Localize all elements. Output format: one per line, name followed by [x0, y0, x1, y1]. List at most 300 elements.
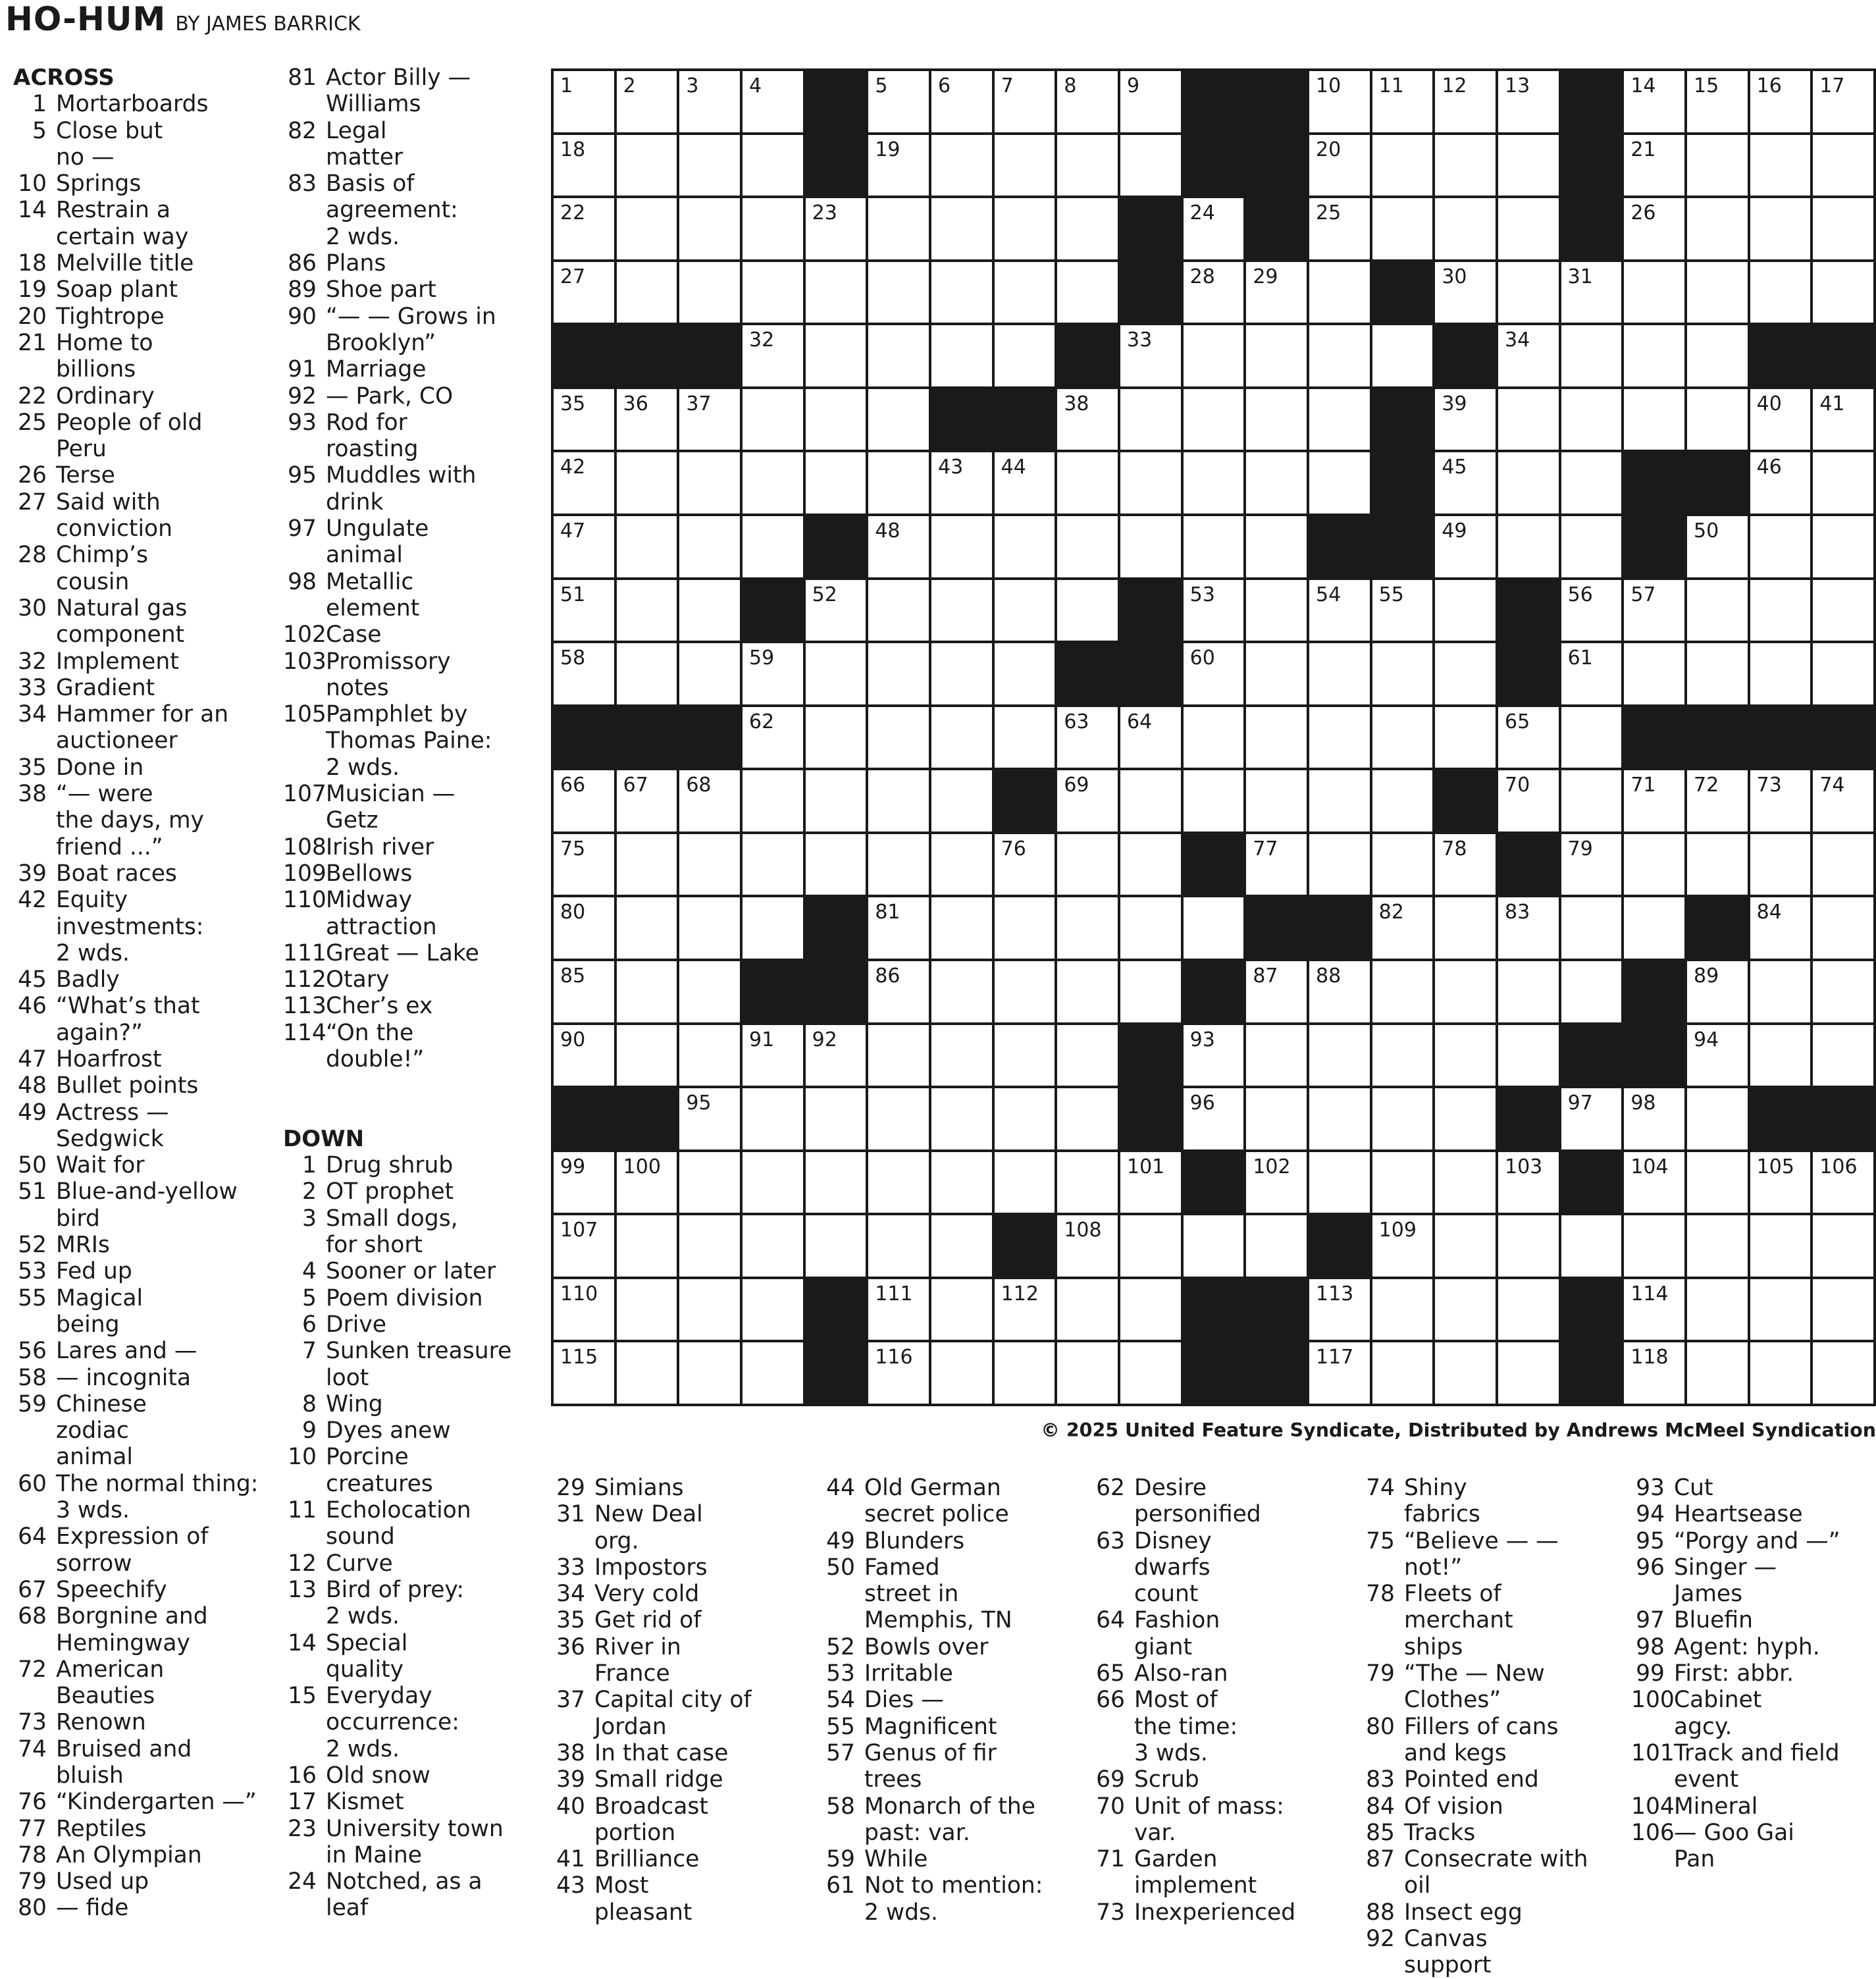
grid-cell[interactable] — [1184, 643, 1247, 707]
grid-cell[interactable] — [554, 262, 617, 326]
grid-cell[interactable] — [1057, 452, 1120, 516]
grid-cell[interactable] — [679, 1342, 743, 1406]
grid-cell[interactable] — [679, 1215, 743, 1279]
grid-cell[interactable] — [1057, 770, 1120, 834]
grid-cell[interactable] — [931, 135, 995, 199]
grid-cell[interactable] — [1057, 198, 1120, 262]
grid-cell[interactable] — [1057, 1279, 1120, 1343]
grid-cell[interactable] — [1750, 1342, 1813, 1406]
grid-cell[interactable] — [1624, 580, 1687, 644]
grid-cell[interactable] — [1561, 325, 1625, 389]
grid-cell[interactable] — [743, 262, 806, 326]
grid-cell[interactable] — [1184, 452, 1247, 516]
grid-cell[interactable] — [1120, 770, 1184, 834]
grid-cell[interactable] — [554, 961, 617, 1025]
grid-cell[interactable] — [1372, 643, 1436, 707]
grid-cell[interactable] — [1624, 262, 1687, 326]
grid-cell[interactable] — [617, 198, 680, 262]
grid-cell[interactable] — [806, 834, 869, 898]
grid-cell[interactable] — [995, 198, 1058, 262]
grid-cell[interactable] — [1309, 580, 1372, 644]
grid-cell[interactable] — [1309, 961, 1372, 1025]
grid-cell[interactable] — [1120, 897, 1184, 961]
grid-cell[interactable] — [1750, 198, 1813, 262]
grid-cell[interactable] — [1624, 1342, 1687, 1406]
grid-cell[interactable] — [1687, 834, 1750, 898]
grid-cell[interactable] — [1057, 1215, 1120, 1279]
grid-cell[interactable] — [1687, 389, 1750, 453]
grid-cell[interactable] — [1687, 516, 1750, 580]
grid-cell[interactable] — [617, 770, 680, 834]
grid-cell[interactable] — [1246, 1088, 1309, 1152]
grid-cell[interactable] — [617, 643, 680, 707]
grid-cell[interactable] — [1435, 1025, 1498, 1089]
grid-cell[interactable] — [806, 198, 869, 262]
grid-cell[interactable] — [1246, 834, 1309, 898]
grid-cell[interactable] — [1246, 516, 1309, 580]
grid-cell[interactable] — [931, 452, 995, 516]
grid-cell[interactable] — [1309, 262, 1372, 326]
grid-cell[interactable] — [1687, 961, 1750, 1025]
grid-cell[interactable] — [868, 897, 931, 961]
grid-cell[interactable] — [868, 707, 931, 771]
grid-cell[interactable] — [679, 135, 743, 199]
grid-cell[interactable] — [1624, 325, 1687, 389]
grid-cell[interactable] — [1057, 897, 1120, 961]
grid-cell[interactable] — [1750, 1025, 1813, 1089]
grid-cell[interactable] — [1435, 262, 1498, 326]
grid-cell[interactable] — [1687, 1215, 1750, 1279]
grid-cell[interactable] — [1624, 770, 1687, 834]
grid-cell[interactable] — [868, 770, 931, 834]
grid-cell[interactable] — [1184, 198, 1247, 262]
grid-cell[interactable] — [554, 1342, 617, 1406]
grid-cell[interactable] — [617, 961, 680, 1025]
grid-cell[interactable] — [617, 135, 680, 199]
grid-cell[interactable] — [995, 135, 1058, 199]
grid-cell[interactable] — [1120, 707, 1184, 771]
grid-cell[interactable] — [1813, 135, 1876, 199]
grid-cell[interactable] — [679, 452, 743, 516]
grid-cell[interactable] — [743, 770, 806, 834]
grid-cell[interactable] — [1813, 1279, 1876, 1343]
grid-cell[interactable] — [1372, 1279, 1436, 1343]
grid-cell[interactable] — [679, 834, 743, 898]
grid-cell[interactable] — [1813, 389, 1876, 453]
grid-cell[interactable] — [1750, 961, 1813, 1025]
grid-cell[interactable] — [1372, 897, 1436, 961]
grid-cell[interactable] — [1624, 1088, 1687, 1152]
grid-cell[interactable] — [931, 770, 995, 834]
grid-cell[interactable] — [617, 834, 680, 898]
grid-cell[interactable] — [995, 325, 1058, 389]
grid-cell[interactable] — [1120, 1215, 1184, 1279]
grid-cell[interactable] — [1372, 961, 1436, 1025]
grid-cell[interactable] — [1687, 262, 1750, 326]
grid-cell[interactable] — [554, 1152, 617, 1216]
grid-cell[interactable] — [743, 71, 806, 135]
grid-cell[interactable] — [1309, 71, 1372, 135]
grid-cell[interactable] — [1498, 516, 1561, 580]
grid-cell[interactable] — [1435, 643, 1498, 707]
grid-cell[interactable] — [931, 834, 995, 898]
grid-cell[interactable] — [868, 135, 931, 199]
grid-cell[interactable] — [806, 452, 869, 516]
grid-cell[interactable] — [743, 707, 806, 771]
grid-cell[interactable] — [1309, 1025, 1372, 1089]
grid-cell[interactable] — [1057, 1088, 1120, 1152]
grid-cell[interactable] — [1561, 262, 1625, 326]
grid-cell[interactable] — [995, 1342, 1058, 1406]
grid-cell[interactable] — [554, 71, 617, 135]
grid-cell[interactable] — [868, 1215, 931, 1279]
grid-cell[interactable] — [1120, 1152, 1184, 1216]
grid-cell[interactable] — [1435, 1215, 1498, 1279]
grid-cell[interactable] — [868, 643, 931, 707]
grid-cell[interactable] — [868, 1088, 931, 1152]
grid-cell[interactable] — [868, 580, 931, 644]
grid-cell[interactable] — [617, 1342, 680, 1406]
grid-cell[interactable] — [1057, 1342, 1120, 1406]
grid-cell[interactable] — [931, 325, 995, 389]
grid-cell[interactable] — [995, 262, 1058, 326]
grid-cell[interactable] — [1813, 1342, 1876, 1406]
grid-cell[interactable] — [617, 1025, 680, 1089]
grid-cell[interactable] — [806, 389, 869, 453]
grid-cell[interactable] — [1309, 834, 1372, 898]
grid-cell[interactable] — [679, 198, 743, 262]
grid-cell[interactable] — [1309, 707, 1372, 771]
grid-cell[interactable] — [1120, 834, 1184, 898]
grid-cell[interactable] — [1372, 1152, 1436, 1216]
grid-cell[interactable] — [868, 198, 931, 262]
grid-cell[interactable] — [1184, 1025, 1247, 1089]
grid-cell[interactable] — [554, 1215, 617, 1279]
grid-cell[interactable] — [1246, 643, 1309, 707]
grid-cell[interactable] — [679, 897, 743, 961]
grid-cell[interactable] — [1184, 1088, 1247, 1152]
grid-cell[interactable] — [1184, 516, 1247, 580]
grid-cell[interactable] — [1309, 452, 1372, 516]
grid-cell[interactable] — [743, 198, 806, 262]
grid-cell[interactable] — [1435, 516, 1498, 580]
grid-cell[interactable] — [1120, 452, 1184, 516]
grid-cell[interactable] — [1372, 1025, 1436, 1089]
grid-cell[interactable] — [806, 262, 869, 326]
grid-cell[interactable] — [617, 452, 680, 516]
grid-cell[interactable] — [931, 643, 995, 707]
grid-cell[interactable] — [868, 1025, 931, 1089]
grid-cell[interactable] — [1435, 1279, 1498, 1343]
grid-cell[interactable] — [679, 643, 743, 707]
grid-cell[interactable] — [617, 262, 680, 326]
grid-cell[interactable] — [1750, 135, 1813, 199]
grid-cell[interactable] — [679, 770, 743, 834]
grid-cell[interactable] — [1750, 71, 1813, 135]
grid-cell[interactable] — [1246, 262, 1309, 326]
grid-cell[interactable] — [617, 1279, 680, 1343]
grid-cell[interactable] — [1372, 770, 1436, 834]
grid-cell[interactable] — [679, 1025, 743, 1089]
grid-cell[interactable] — [1561, 1215, 1625, 1279]
grid-cell[interactable] — [617, 580, 680, 644]
grid-cell[interactable] — [1372, 707, 1436, 771]
grid-cell[interactable] — [1498, 1152, 1561, 1216]
grid-cell[interactable] — [679, 1279, 743, 1343]
grid-cell[interactable] — [1750, 1152, 1813, 1216]
grid-cell[interactable] — [554, 135, 617, 199]
grid-cell[interactable] — [1435, 1088, 1498, 1152]
grid-cell[interactable] — [1813, 834, 1876, 898]
grid-cell[interactable] — [806, 580, 869, 644]
grid-cell[interactable] — [1372, 1088, 1436, 1152]
grid-cell[interactable] — [806, 325, 869, 389]
grid-cell[interactable] — [1687, 198, 1750, 262]
grid-cell[interactable] — [1624, 389, 1687, 453]
grid-cell[interactable] — [1561, 707, 1625, 771]
grid-cell[interactable] — [868, 71, 931, 135]
grid-cell[interactable] — [743, 135, 806, 199]
grid-cell[interactable] — [1561, 770, 1625, 834]
grid-cell[interactable] — [1498, 389, 1561, 453]
grid-cell[interactable] — [1624, 1152, 1687, 1216]
grid-cell[interactable] — [1750, 770, 1813, 834]
grid-cell[interactable] — [1057, 389, 1120, 453]
grid-cell[interactable] — [1309, 1279, 1372, 1343]
grid-cell[interactable] — [1561, 643, 1625, 707]
grid-cell[interactable] — [1561, 580, 1625, 644]
grid-cell[interactable] — [931, 897, 995, 961]
grid-cell[interactable] — [1435, 1152, 1498, 1216]
grid-cell[interactable] — [868, 452, 931, 516]
grid-cell[interactable] — [1813, 961, 1876, 1025]
grid-cell[interactable] — [554, 516, 617, 580]
grid-cell[interactable] — [554, 452, 617, 516]
grid-cell[interactable] — [995, 452, 1058, 516]
grid-cell[interactable] — [1057, 961, 1120, 1025]
grid-cell[interactable] — [1372, 580, 1436, 644]
grid-cell[interactable] — [743, 516, 806, 580]
grid-cell[interactable] — [1120, 961, 1184, 1025]
grid-cell[interactable] — [1750, 834, 1813, 898]
grid-cell[interactable] — [931, 1279, 995, 1343]
grid-cell[interactable] — [1057, 262, 1120, 326]
grid-cell[interactable] — [1624, 71, 1687, 135]
grid-cell[interactable] — [679, 516, 743, 580]
grid-cell[interactable] — [806, 1025, 869, 1089]
grid-cell[interactable] — [1435, 834, 1498, 898]
grid-cell[interactable] — [868, 961, 931, 1025]
grid-cell[interactable] — [554, 198, 617, 262]
grid-cell[interactable] — [1435, 897, 1498, 961]
grid-cell[interactable] — [868, 834, 931, 898]
grid-cell[interactable] — [743, 389, 806, 453]
grid-cell[interactable] — [995, 707, 1058, 771]
grid-cell[interactable] — [1184, 389, 1247, 453]
grid-cell[interactable] — [1057, 834, 1120, 898]
grid-cell[interactable] — [1120, 1279, 1184, 1343]
grid-cell[interactable] — [1813, 262, 1876, 326]
grid-cell[interactable] — [1246, 770, 1309, 834]
grid-cell[interactable] — [1750, 580, 1813, 644]
grid-cell[interactable] — [554, 897, 617, 961]
grid-cell[interactable] — [1246, 389, 1309, 453]
grid-cell[interactable] — [1750, 516, 1813, 580]
grid-cell[interactable] — [1687, 1342, 1750, 1406]
grid-cell[interactable] — [1498, 770, 1561, 834]
grid-cell[interactable] — [931, 1088, 995, 1152]
grid-cell[interactable] — [1435, 452, 1498, 516]
grid-cell[interactable] — [1813, 770, 1876, 834]
grid-cell[interactable] — [1057, 707, 1120, 771]
grid-cell[interactable] — [1120, 1342, 1184, 1406]
grid-cell[interactable] — [1372, 1215, 1436, 1279]
grid-cell[interactable] — [1184, 262, 1247, 326]
grid-cell[interactable] — [1498, 198, 1561, 262]
grid-cell[interactable] — [1184, 1215, 1247, 1279]
grid-cell[interactable] — [1687, 643, 1750, 707]
grid-cell[interactable] — [1246, 580, 1309, 644]
grid-cell[interactable] — [743, 1088, 806, 1152]
grid-cell[interactable] — [1372, 71, 1436, 135]
grid-cell[interactable] — [1498, 452, 1561, 516]
grid-cell[interactable] — [1309, 325, 1372, 389]
grid-cell[interactable] — [931, 1152, 995, 1216]
grid-cell[interactable] — [1435, 71, 1498, 135]
grid-cell[interactable] — [743, 452, 806, 516]
grid-cell[interactable] — [1687, 1025, 1750, 1089]
grid-cell[interactable] — [554, 834, 617, 898]
grid-cell[interactable] — [554, 643, 617, 707]
grid-cell[interactable] — [617, 389, 680, 453]
grid-cell[interactable] — [1813, 452, 1876, 516]
grid-cell[interactable] — [1435, 135, 1498, 199]
grid-cell[interactable] — [1687, 1279, 1750, 1343]
grid-cell[interactable] — [995, 1152, 1058, 1216]
grid-cell[interactable] — [1372, 325, 1436, 389]
grid-cell[interactable] — [995, 897, 1058, 961]
grid-cell[interactable] — [743, 897, 806, 961]
grid-cell[interactable] — [1750, 389, 1813, 453]
grid-cell[interactable] — [1624, 135, 1687, 199]
grid-cell[interactable] — [1309, 770, 1372, 834]
grid-cell[interactable] — [868, 1279, 931, 1343]
grid-cell[interactable] — [1750, 1279, 1813, 1343]
grid-cell[interactable] — [1435, 198, 1498, 262]
grid-cell[interactable] — [679, 262, 743, 326]
grid-cell[interactable] — [1687, 71, 1750, 135]
grid-cell[interactable] — [931, 262, 995, 326]
grid-cell[interactable] — [1057, 1152, 1120, 1216]
grid-cell[interactable] — [743, 1215, 806, 1279]
grid-cell[interactable] — [1184, 707, 1247, 771]
grid-cell[interactable] — [1184, 580, 1247, 644]
grid-cell[interactable] — [1435, 389, 1498, 453]
grid-cell[interactable] — [1687, 135, 1750, 199]
grid-cell[interactable] — [931, 1215, 995, 1279]
grid-cell[interactable] — [743, 1152, 806, 1216]
grid-cell[interactable] — [554, 580, 617, 644]
grid-cell[interactable] — [868, 1152, 931, 1216]
grid-cell[interactable] — [1687, 1088, 1750, 1152]
grid-cell[interactable] — [1813, 516, 1876, 580]
grid-cell[interactable] — [868, 262, 931, 326]
grid-cell[interactable] — [995, 1279, 1058, 1343]
grid-cell[interactable] — [743, 834, 806, 898]
grid-cell[interactable] — [931, 707, 995, 771]
grid-cell[interactable] — [1057, 580, 1120, 644]
grid-cell[interactable] — [1057, 1025, 1120, 1089]
grid-cell[interactable] — [1120, 389, 1184, 453]
grid-cell[interactable] — [1246, 961, 1309, 1025]
grid-cell[interactable] — [1498, 897, 1561, 961]
grid-cell[interactable] — [1624, 198, 1687, 262]
grid-cell[interactable] — [743, 643, 806, 707]
grid-cell[interactable] — [1246, 1215, 1309, 1279]
grid-cell[interactable] — [1435, 1342, 1498, 1406]
grid-cell[interactable] — [995, 580, 1058, 644]
grid-cell[interactable] — [1435, 961, 1498, 1025]
grid-cell[interactable] — [1120, 135, 1184, 199]
grid-cell[interactable] — [1435, 580, 1498, 644]
grid-cell[interactable] — [743, 1342, 806, 1406]
grid-cell[interactable] — [931, 580, 995, 644]
grid-cell[interactable] — [931, 516, 995, 580]
grid-cell[interactable] — [743, 1025, 806, 1089]
grid-cell[interactable] — [1561, 516, 1625, 580]
grid-cell[interactable] — [1246, 1025, 1309, 1089]
grid-cell[interactable] — [931, 198, 995, 262]
grid-cell[interactable] — [995, 1088, 1058, 1152]
grid-cell[interactable] — [1309, 198, 1372, 262]
grid-cell[interactable] — [995, 516, 1058, 580]
grid-cell[interactable] — [1246, 452, 1309, 516]
grid-cell[interactable] — [1813, 1025, 1876, 1089]
grid-cell[interactable] — [1246, 707, 1309, 771]
grid-cell[interactable] — [1561, 897, 1625, 961]
grid-cell[interactable] — [1372, 834, 1436, 898]
grid-cell[interactable] — [931, 1342, 995, 1406]
grid-cell[interactable] — [1750, 452, 1813, 516]
grid-cell[interactable] — [1498, 1279, 1561, 1343]
grid-cell[interactable] — [1498, 1025, 1561, 1089]
grid-cell[interactable] — [1120, 516, 1184, 580]
grid-cell[interactable] — [679, 71, 743, 135]
grid-cell[interactable] — [806, 1152, 869, 1216]
grid-cell[interactable] — [1687, 580, 1750, 644]
grid-cell[interactable] — [1624, 1279, 1687, 1343]
grid-cell[interactable] — [1184, 897, 1247, 961]
grid-cell[interactable] — [1246, 325, 1309, 389]
grid-cell[interactable] — [995, 834, 1058, 898]
grid-cell[interactable] — [1813, 198, 1876, 262]
grid-cell[interactable] — [1624, 897, 1687, 961]
grid-cell[interactable] — [1498, 325, 1561, 389]
grid-cell[interactable] — [1561, 834, 1625, 898]
grid-cell[interactable] — [1120, 71, 1184, 135]
grid-cell[interactable] — [554, 1279, 617, 1343]
grid-cell[interactable] — [1561, 1088, 1625, 1152]
grid-cell[interactable] — [554, 770, 617, 834]
grid-cell[interactable] — [679, 1088, 743, 1152]
grid-cell[interactable] — [1498, 1215, 1561, 1279]
grid-cell[interactable] — [1687, 1152, 1750, 1216]
grid-cell[interactable] — [1309, 135, 1372, 199]
grid-cell[interactable] — [868, 1342, 931, 1406]
grid-cell[interactable] — [931, 1025, 995, 1089]
grid-cell[interactable] — [995, 1025, 1058, 1089]
grid-cell[interactable] — [1813, 1152, 1876, 1216]
